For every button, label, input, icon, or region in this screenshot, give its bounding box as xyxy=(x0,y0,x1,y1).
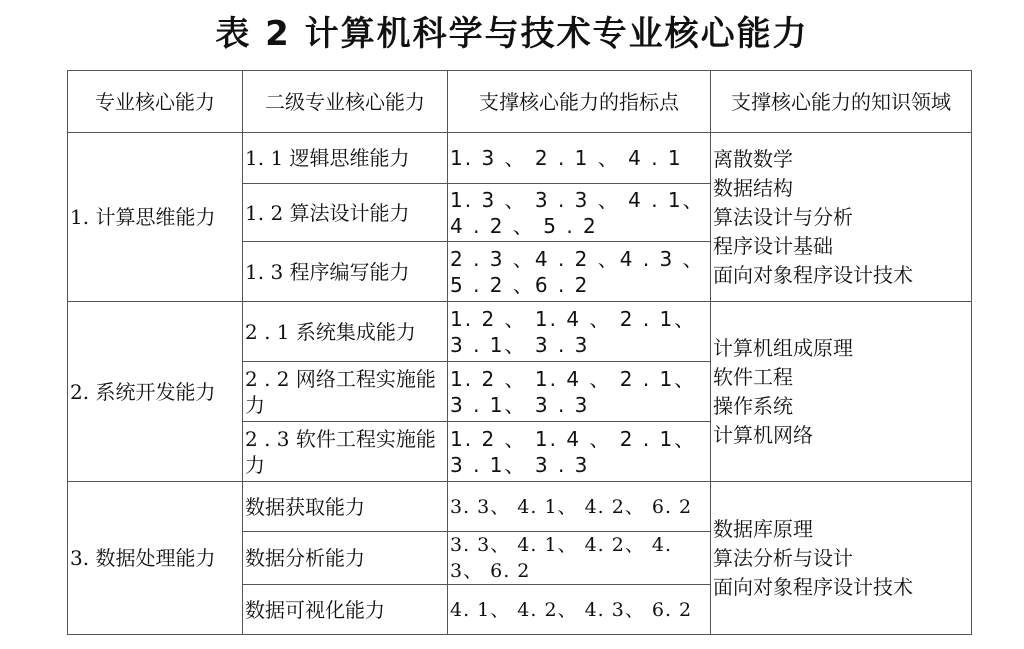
core-cell: 2. 系统开发能力 xyxy=(68,302,243,482)
sub-cell: 2 . 3 软件工程实施能力 xyxy=(243,422,448,482)
knowledge-item: 算法分析与设计 xyxy=(713,545,853,570)
knowledge-item: 数据库原理 xyxy=(713,516,813,541)
header-row xyxy=(68,71,972,133)
points-cell: 1. 2 、 1. 4 、 2 . 1、 3 . 1、 3 . 3 xyxy=(448,362,711,422)
table-row xyxy=(68,302,972,362)
sub-cell: 1. 2 算法设计能力 xyxy=(243,184,448,242)
points-cell: 3. 3、 4. 1、 4. 2、 4. 3、 6. 2 xyxy=(448,532,711,585)
sub-cell: 数据获取能力 xyxy=(243,482,448,532)
points-cell: 1. 3 、 3 . 3 、 4 . 1、 4 . 2 、 5 . 2 xyxy=(448,184,711,242)
core-cell: 1. 计算思维能力 xyxy=(68,133,243,302)
knowledge-cell xyxy=(711,482,972,635)
sub-cell: 数据分析能力 xyxy=(243,532,448,585)
knowledge-item: 面向对象程序设计技术 xyxy=(713,262,913,287)
sub-cell: 2 . 2 网络工程实施能力 xyxy=(243,362,448,422)
sub-cell: 数据可视化能力 xyxy=(243,585,448,635)
points-cell: 4. 1、 4. 2、 4. 3、 6. 2 xyxy=(448,585,711,635)
table-title: 表 2 计算机科学与技术专业核心能力 xyxy=(215,14,809,54)
header-points: 支撑核心能力的指标点 xyxy=(448,71,711,133)
knowledge-item: 计算机组成原理 xyxy=(713,335,853,360)
core-competency-table xyxy=(67,70,972,635)
knowledge-item: 离散数学 xyxy=(713,146,793,171)
table-row xyxy=(68,133,972,184)
knowledge-item: 数据结构 xyxy=(713,175,793,200)
knowledge-item: 程序设计基础 xyxy=(713,233,833,258)
knowledge-item: 计算机网络 xyxy=(713,422,813,447)
header-knowledge: 支撑核心能力的知识领域 xyxy=(711,71,972,133)
knowledge-cell xyxy=(711,133,972,302)
knowledge-cell xyxy=(711,302,972,482)
knowledge-item: 面向对象程序设计技术 xyxy=(713,574,913,599)
sub-cell: 1. 1 逻辑思维能力 xyxy=(243,133,448,184)
points-cell: 1. 2 、 1. 4 、 2 . 1、 3 . 1、 3 . 3 xyxy=(448,422,711,482)
points-cell: 2 . 3 、4 . 2 、4 . 3 、5 . 2 、6 . 2 xyxy=(448,242,711,302)
points-cell: 1. 2 、 1. 4 、 2 . 1、 3 . 1、 3 . 3 xyxy=(448,302,711,362)
points-cell: 3. 3、 4. 1、 4. 2、 6. 2 xyxy=(448,482,711,532)
header-sub: 二级专业核心能力 xyxy=(243,71,448,133)
core-cell: 3. 数据处理能力 xyxy=(68,482,243,635)
table-row xyxy=(68,482,972,532)
sub-cell: 1. 3 程序编写能力 xyxy=(243,242,448,302)
knowledge-item: 软件工程 xyxy=(713,364,793,389)
header-core: 专业核心能力 xyxy=(68,71,243,133)
knowledge-item: 操作系统 xyxy=(713,393,793,418)
knowledge-item: 算法设计与分析 xyxy=(713,204,853,229)
points-cell: 1. 3 、 2 . 1 、 4 . 1 xyxy=(448,133,711,184)
sub-cell: 2 . 1 系统集成能力 xyxy=(243,302,448,362)
